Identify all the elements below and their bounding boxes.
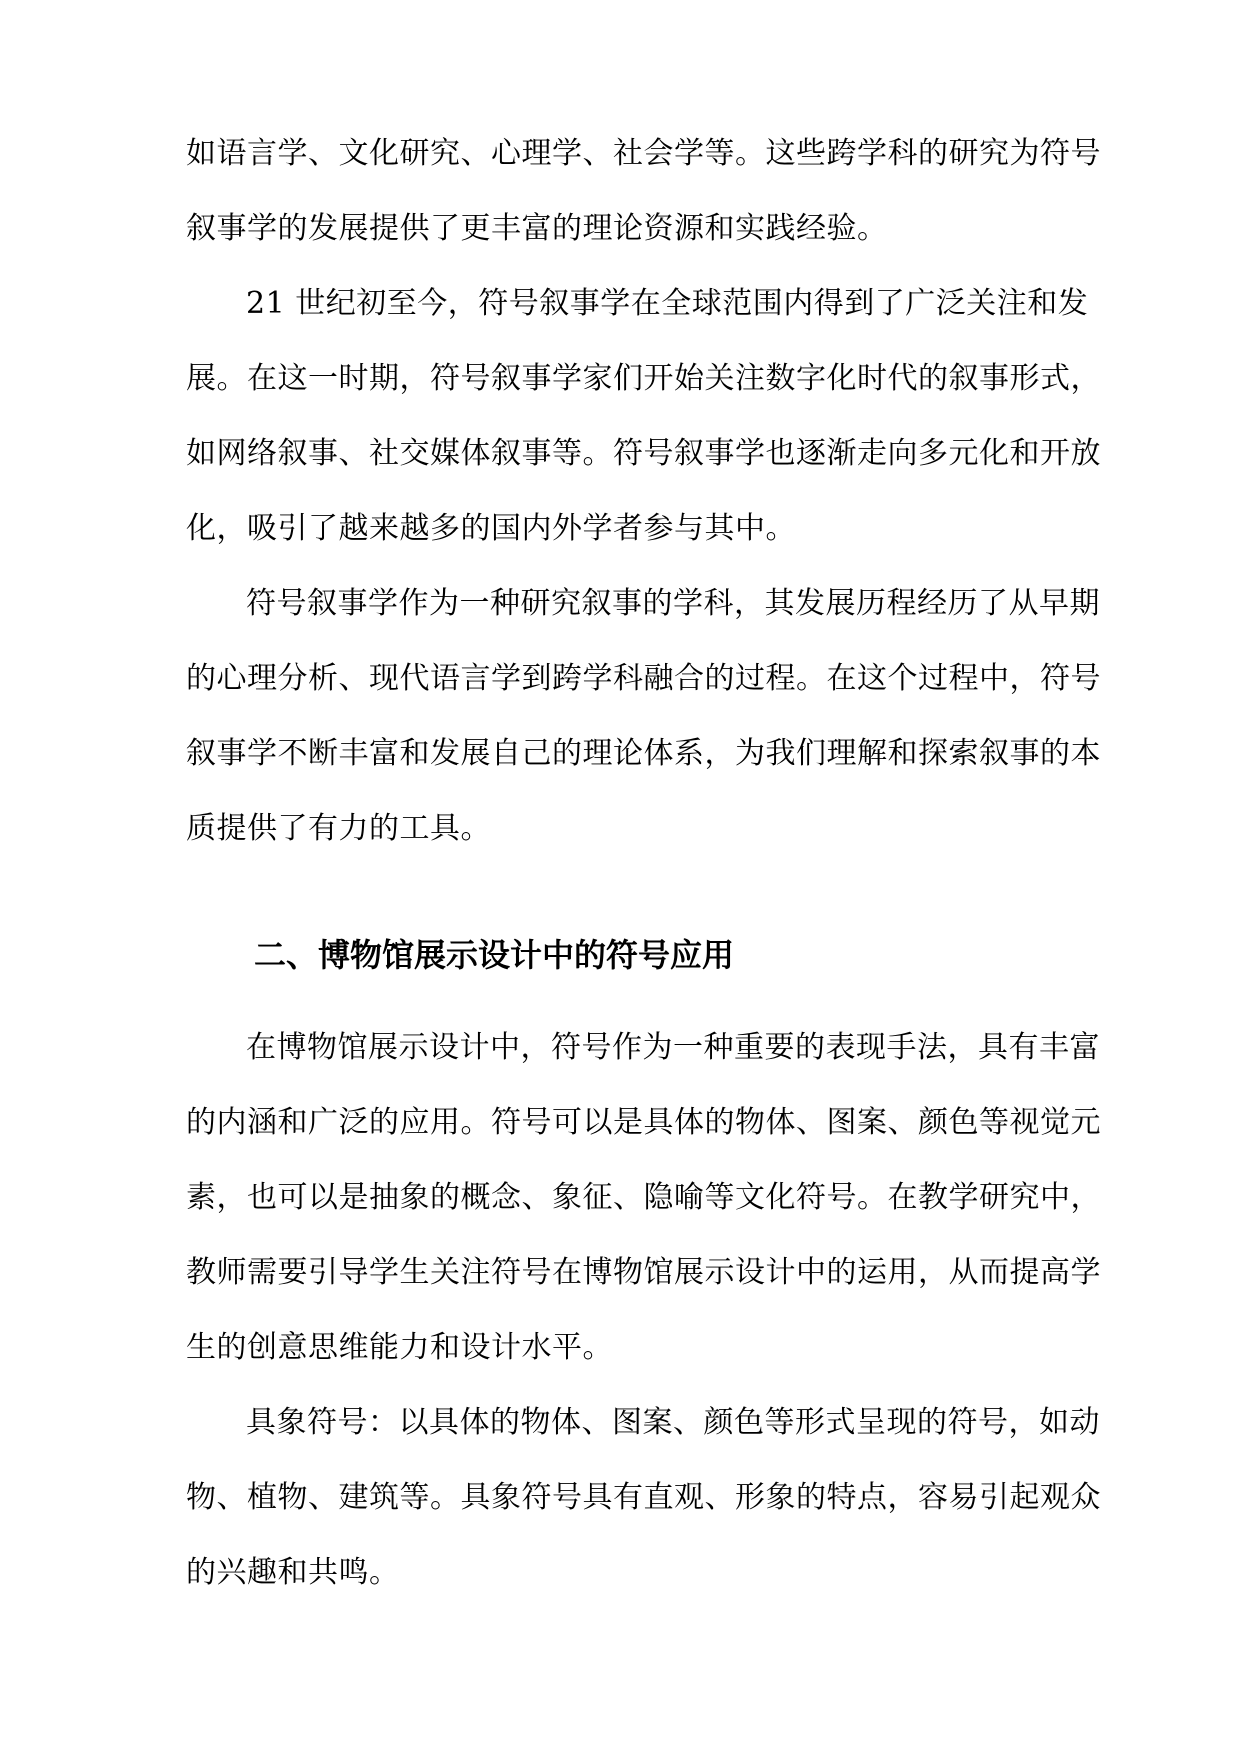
section-heading: 二、博物馆展示设计中的符号应用	[254, 936, 735, 974]
paragraph-line: 教师需要引导学生关注符号在博物馆展示设计中的运用，从而提高学	[186, 1255, 1101, 1290]
paragraph-line: 的兴趣和共鸣。	[186, 1555, 400, 1590]
paragraph-line: 展。在这一时期，符号叙事学家们开始关注数字化时代的叙事形式，	[186, 361, 1101, 396]
paragraph-line: 化，吸引了越来越多的国内外学者参与其中。	[186, 511, 796, 546]
paragraph-museum-design	[186, 1010, 1101, 1385]
paragraph-line: 具象符号：以具体的物体、图案、颜色等形式呈现的符号，如动	[246, 1405, 1100, 1440]
paragraph-line: 叙事学的发展提供了更丰富的理论资源和实践经验。	[186, 211, 888, 246]
paragraph-line: 在博物馆展示设计中，符号作为一种重要的表现手法，具有丰富	[246, 1030, 1100, 1065]
paragraph-line: 素，也可以是抽象的概念、象征、隐喻等文化符号。在教学研究中，	[186, 1180, 1101, 1215]
paragraph-line: 的心理分析、现代语言学到跨学科融合的过程。在这个过程中，符号	[186, 661, 1101, 696]
paragraph-line: 的内涵和广泛的应用。符号可以是具体的物体、图案、颜色等视觉元	[186, 1105, 1101, 1140]
paragraph-line: 21 世纪初至今，符号叙事学在全球范围内得到了广泛关注和发	[246, 286, 1089, 321]
paragraph-line: 生的创意思维能力和设计水平。	[186, 1330, 613, 1365]
paragraph-line: 如语言学、文化研究、心理学、社会学等。这些跨学科的研究为符号	[186, 136, 1101, 171]
paragraph-continuation	[186, 116, 1101, 266]
paragraph-line: 叙事学不断丰富和发展自己的理论体系，为我们理解和探索叙事的本	[186, 736, 1101, 771]
paragraph-line: 质提供了有力的工具。	[186, 811, 491, 846]
paragraph-summary	[186, 566, 1101, 866]
paragraph-line: 符号叙事学作为一种研究叙事的学科，其发展历程经历了从早期	[246, 586, 1100, 621]
paragraph-21st-century	[186, 266, 1101, 566]
paragraph-line: 如网络叙事、社交媒体叙事等。符号叙事学也逐渐走向多元化和开放	[186, 436, 1101, 471]
paragraph-concrete-symbols	[186, 1385, 1101, 1610]
paragraph-line: 物、植物、建筑等。具象符号具有直观、形象的特点，容易引起观众	[186, 1480, 1101, 1515]
